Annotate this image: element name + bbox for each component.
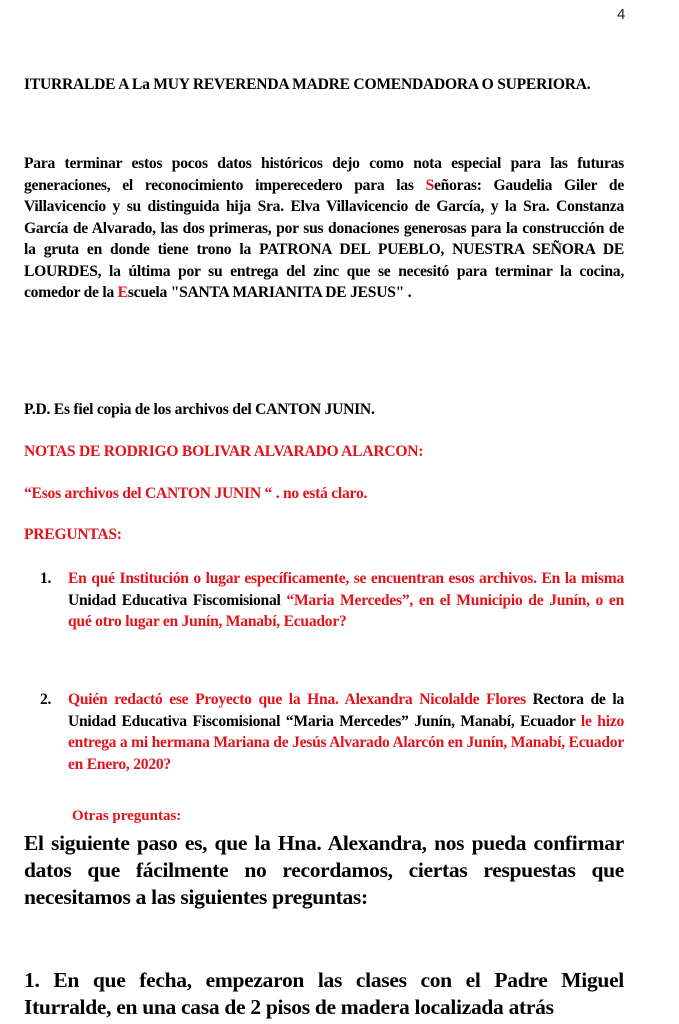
notes-quote: “Esos archivos del CANTON JUNIN “ . no está claro. (24, 485, 368, 502)
question-item (40, 568, 624, 633)
red-initial-e: E (117, 284, 128, 301)
question-number: 1. (40, 570, 52, 587)
paragraph-text: Para terminar estos pocos datos históricos dejo como nota especial para las futuras generaciones, el reconocimiento imperecedero para las (24, 155, 624, 194)
paragraph-acknowledgement (24, 153, 624, 304)
question-text-red: le hizo entrega a mi hermana Mariana de Jesús Alvarado Alarcón en Junín, Manabí, Ecuador en Enero, 2020? (68, 712, 624, 773)
question-text-red: “Maria Mercedes”, en el Municipio de Junín, o en qué otro lugar en Junín, Manabí, Ecuador? (68, 591, 625, 630)
paragraph-text: scuela "SANTA MARIANITA DE JESUS" . (127, 284, 412, 301)
notes-heading-text: NOTAS DE RODRIGO BOLIVAR ALVARADO ALARCON: (24, 443, 424, 460)
question-text (68, 568, 624, 633)
question-item (40, 689, 624, 775)
section-heading: ITURRALDE A La MUY REVERENDA MADRE COMENDADORA O SUPERIORA. (24, 76, 591, 93)
other-questions-label: Otras preguntas: (72, 808, 182, 824)
paragraph-text: eñoras: Gaudelia Giler de Villavicencio y su distinguida hija Sra. Elva Villavicencio de García, y la Sra. Constanza García de Alvarado, las dos primeras, por sus donaciones generosas para la construcción de la gruta en donde tiene trono la PATRONA DEL PUEBLO, NUESTRA SEÑORA DE LOURDES, la última por su entrega del zinc que se necesitó para terminar la cocina, comedor de la (24, 176, 625, 301)
question-text (68, 689, 624, 775)
questions-label: PREGUNTAS: (24, 526, 122, 543)
page-number: 4 (617, 6, 626, 23)
postdata-line: P.D. Es fiel copia de los archivos del CANTON JUNIN. (24, 401, 375, 418)
question-number: 2. (40, 691, 52, 708)
red-initial-s: S (425, 176, 435, 194)
other-questions-intro: El siguiente paso es, que la Hna. Alexandra, nos pueda confirmar datos que fácilmente no recordamos, ciertas respuestas que necesitamos a las siguientes preguntas: (24, 831, 624, 909)
question-text-red: En qué Institución o lugar específicamente, se encuentran esos archivos. En la misma (68, 570, 624, 587)
question-text-black: Rectora de la Unidad Educativa Fiscomisional “Maria Mercedes” Junín, Manabí, Ecuador (68, 691, 624, 730)
other-question-item-1: 1. En que fecha, empezaron las clases con el Padre Miguel Iturralde, en una casa de 2 pisos de madera localizada atrás (24, 968, 624, 1019)
question-text-black: Unidad Educativa Fiscomisional (68, 591, 287, 609)
question-text-red: Quién redactó ese Proyecto que la Hna. Alexandra Nicolalde Flores (68, 691, 533, 708)
